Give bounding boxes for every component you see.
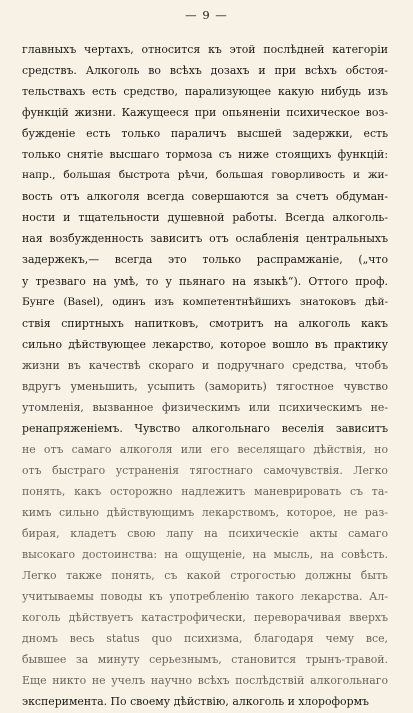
text-line: кимъ сильно дѣйствующимъ лекарствомъ, которое, не раз- <box>22 506 388 520</box>
text-line: главныхъ чертахъ, относится къ этой послѣдней категоріи <box>22 43 388 56</box>
text-line: напр., большая быстрота рѣчи, большая говорливость и жи- <box>22 169 388 182</box>
text-line: задержекъ,— всегда это только распрамжаніе, („что <box>22 253 388 267</box>
text-line: не отъ самаго алкоголя или его веселящаго дѣйствія, но <box>22 442 388 456</box>
text-line: Легко также понять, съ какой строгостью должны быть <box>22 569 388 583</box>
text-line: функцій жизни. Кажущееся при опьяненіи психическое воз- <box>22 106 388 120</box>
text-line: вдругъ уменьшить, усыпить (заморить) тягостное чувство <box>22 379 388 393</box>
text-line: ствія спиртныхъ напитковъ, смотритъ на алкоголь какъ <box>22 316 388 330</box>
text-line: у трезваго на умѣ, то у пьянаго на языкѣ“). Оттого проф. <box>22 274 388 288</box>
text-line: учитываемы поводы къ употребленію такого лекарства. Ал- <box>22 590 388 604</box>
text-line: сильно дѣйствующее лекарство, которое вошло въ практику <box>22 337 388 351</box>
text-line: ности и тщательности душевной работы. Всегда алкоголь- <box>22 211 388 225</box>
body-text <box>22 39 388 713</box>
page-number: — 9 — <box>185 8 228 22</box>
text-line: бирая, кладетъ свою лапу на психическіе акты самаго <box>22 527 388 541</box>
text-line: отъ быстраго устраненія тягостнаго самочувствія. Легко <box>22 463 388 477</box>
text-line: только снятіе высшаго тормоза съ ниже стоящихъ функцій: <box>22 148 388 162</box>
text-line: ренапряженіемъ. Чувство алкогольнаго веселія зависитъ <box>22 421 388 435</box>
text-line: ная возбужденность зависитъ отъ ослабленія центральныхъ <box>22 232 388 246</box>
text-line: Бунге (Basel), одинъ изъ компетентнѣйшихъ знатоковъ дѣй- <box>22 295 388 308</box>
text-line: тельствахъ есть средство, парализующее какую нибудь изъ <box>22 85 388 99</box>
text-line: высокаго достоинства: на ощущеніе, на мысль, на совѣсть. <box>22 548 388 562</box>
text-line: бужденіе есть только параличъ высшей задержки, есть <box>22 127 388 141</box>
text-line: коголь дѣйствуетъ катастрофически, переворачивая вверхъ <box>22 611 388 625</box>
text-line: вость отъ алкоголя всегда совершаются за счетъ обдуман- <box>22 190 388 204</box>
text-line: средствъ. Алкоголь во всѣхъ дозахъ и при всѣхъ обстоя- <box>22 64 388 78</box>
text-line: жизни въ качествѣ скораго и подручнаго средства, чтобъ <box>22 358 388 372</box>
text-line: бывшее за минуту серьезнымъ, становится трынъ-травой. <box>22 653 388 667</box>
text-line: дномъ весь status quo психизма, благодаря чему все, <box>22 632 388 646</box>
text-line: Еще никто не учелъ научно всѣхъ послѣдствій алкогольнаго <box>22 674 388 688</box>
text-line: понять, какъ осторожно надлежитъ маневрировать съ та- <box>22 484 388 498</box>
text-line: эксперимента. По своему дѣйствію, алкоголь и хлороформъ <box>22 695 369 709</box>
text-line: утомленія, вызванное физическимъ или психическимъ не- <box>22 400 388 414</box>
